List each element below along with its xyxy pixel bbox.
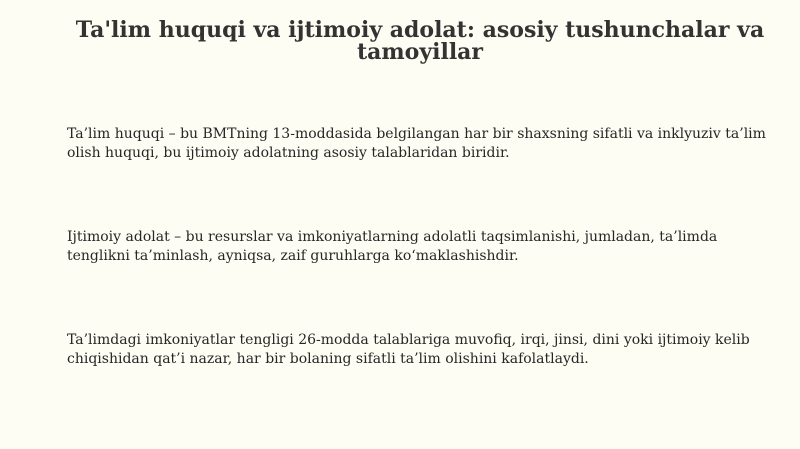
paragraph-equal-opportunities: Ta’limdagi imkoniyatlar tengligi 26-modda talablariga muvofiq, irqi, jinsi, dini yoki ijtimoiy kelib chiqishidan qat’i nazar, har bir bolaning sifatli ta’lim olishini kafolatlaydi. [67,332,750,367]
paragraph-social-justice: Ijtimoiy adolat – bu resurslar va imkoniyatlarning adolatli taqsimlanishi, jumladan, ta’limda tenglikni ta’minlash, ayniqsa, zaif guruhlarga ko‘maklashishdir. [67,229,718,264]
paragraph-right-to-education: Ta’lim huquqi – bu BMTning 13-moddasida belgilangan har bir shaxsning sifatli va inklyuziv ta’lim olish huquqi, bu ijtimoiy adolatning asosiy talablaridan biridir. [67,126,766,161]
slide-title: Ta'lim huquqi va ijtimoiy adolat: asosiy tushunchalar va tamoyillar [75,17,765,65]
